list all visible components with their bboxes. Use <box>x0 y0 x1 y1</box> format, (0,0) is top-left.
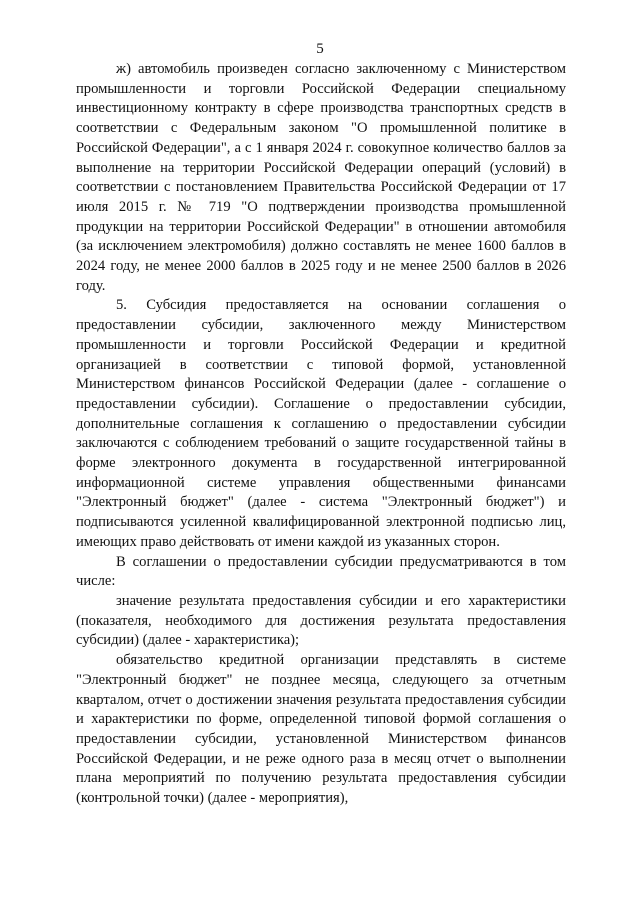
paragraph-zh-subitem: ж) автомобиль произведен согласно заключенному с Министерством промышленности и торговли Российской Федерации специальному инвестиционному контракту в сфере производства транспортных средств в соответствии с Федеральным законом "О промышленной политике в Российской Федерации", а с 1 января 2024 г. совокупное количество баллов за выполнение на территории Российской Федерации операций (условий) в соответствии с постановлением Правительства Российской Федерации от 17 июля 2015 г. № 719 "О подтверждении производства промышленной продукции на территории Российской Федерации" в отношении автомобиля (за исключением электромобиля) должно составлять не менее 1600 баллов в 2024 году, не менее 2000 баллов в 2025 году и не менее 2500 баллов в 2026 году. <box>76 61 566 294</box>
paragraph-result-value: значение результата предоставления субсидии и его характеристики (показателя, необходимого для достижения результата предоставления субсидии) (далее - характеристика); <box>76 592 566 649</box>
paragraph-item-5: 5. Субсидия предоставляется на основании соглашения о предоставлении субсидии, заключенного между Министерством промышленности и торговли Российской Федерации и кредитной организацией в соответствии с типовой формой, установленной Министерством финансов Российской Федерации (далее - соглашение о предоставлении субсидии). Соглашение о предоставлении субсидии, дополнительные соглашения к соглашению о предоставлении субсидии заключаются с соблюдением требований о защите государственной тайны в форме электронного документа в государственной интегрированной информационной системе управления общественными финансами "Электронный бюджет" (далее - система "Электронный бюджет") и подписываются усиленной квалифицированной электронной подписью лиц, имеющих право действовать от имени каждой из указанных сторон. <box>76 297 566 550</box>
document-body <box>76 60 566 809</box>
page-number: 5 <box>316 41 324 57</box>
paragraph-agreement-includes: В соглашении о предоставлении субсидии предусматриваются в том числе: <box>76 553 566 590</box>
paragraph-reporting-obligation: обязательство кредитной организации представлять в системе "Электронный бюджет" не позднее месяца, следующего за отчетным кварталом, отчет о достижении значения результата предоставления субсидии и характеристики по форме, определенной типовой формой соглашения о предоставлении субсидии, установленной Министерством финансов Российской Федерации, и не реже одного раза в месяц отчет о выполнении плана мероприятий по получению результата предоставления субсидии (контрольной точки) (далее - мероприятия), <box>76 652 566 807</box>
